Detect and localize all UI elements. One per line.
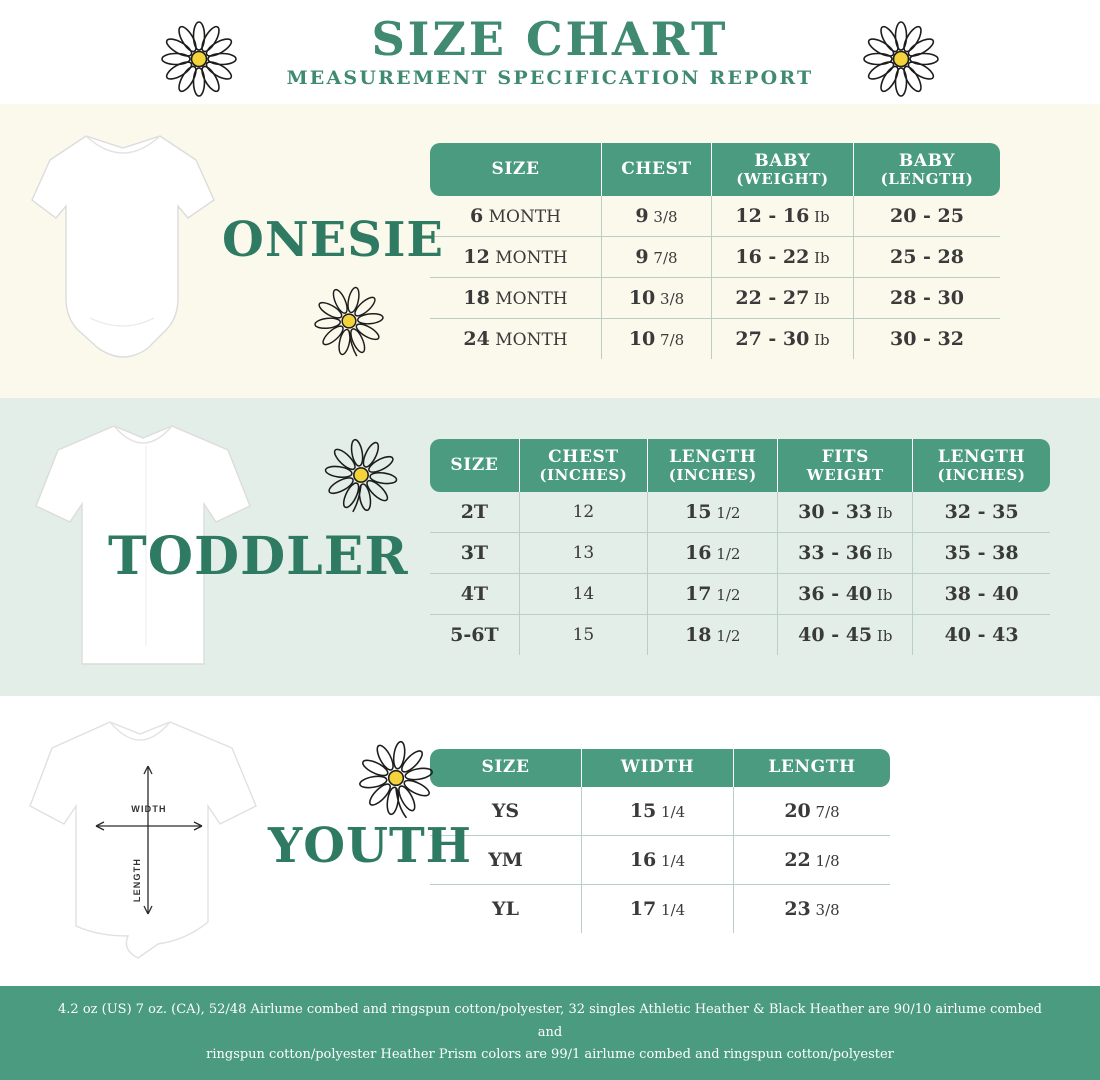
footer-fabric-info xyxy=(0,986,1100,1080)
col-header-chest: CHEST (INCHES) xyxy=(520,439,648,493)
table-row xyxy=(430,492,1050,533)
daisy-icon xyxy=(352,734,440,827)
cell-fits-weight: 36 - 40 Ib xyxy=(778,574,913,615)
cell-chest: 15 xyxy=(520,615,648,655)
cell-width: 17 1/4 xyxy=(582,885,734,933)
length-measure-label: LENGTH xyxy=(132,857,142,903)
col-header-chest: CHEST xyxy=(602,143,712,197)
cell-size: 6 MONTH xyxy=(430,196,602,237)
footer-line-2: ringspun cotton/polyester Heather Prism colors are 99/1 airlume combed and ringspun cotton/polyester xyxy=(206,1047,894,1063)
toddler-size-table xyxy=(430,439,1050,656)
cell-baby-length: 30 - 32 xyxy=(890,328,964,351)
col-header-size: SIZE xyxy=(430,749,582,786)
daisy-icon xyxy=(308,280,390,367)
cell-size: 3T xyxy=(430,533,520,574)
cell-baby-length: 28 - 30 xyxy=(854,278,1000,319)
cell-fits-weight: 40 - 45 Ib xyxy=(778,615,913,655)
cell-fits-weight: 30 - 33 Ib xyxy=(778,492,913,533)
toddler-garment-area xyxy=(0,398,430,696)
cell-chest: 9 7/8 xyxy=(602,237,712,278)
onesie-garment-area xyxy=(0,104,444,398)
cell-length: 23 3/8 xyxy=(784,897,840,920)
cell-baby-weight: 12 - 16 Ib xyxy=(712,196,854,237)
cell-baby-length: 25 - 28 xyxy=(854,237,1000,278)
cell-width: 15 1/4 xyxy=(582,787,734,836)
cell-size: YS xyxy=(430,787,582,836)
col-header-size: SIZE xyxy=(430,143,602,197)
cell-baby-weight: 16 - 22 Ib xyxy=(712,237,854,278)
page-title: SIZE CHART xyxy=(371,11,729,66)
youth-label: YOUTH xyxy=(268,818,473,874)
cell-length: 18 1/2 xyxy=(648,615,778,655)
cell-length: 16 1/2 xyxy=(648,533,778,574)
youth-table-area xyxy=(430,696,1100,986)
footer-line-1: 4.2 oz (US) 7 oz. (CA), 52/48 Airlume combed and ringspun cotton/polyester, 32 singles Athletic Heather & Black Heather are 90/10 airlume combed and xyxy=(58,1001,1042,1040)
cell-size: 18 MONTH xyxy=(430,278,602,319)
cell-length-inches: 38 - 40 xyxy=(913,574,1050,615)
cell-chest: 10 7/8 xyxy=(602,319,712,359)
cell-chest: 12 xyxy=(520,492,648,533)
table-row xyxy=(430,885,890,933)
youth-size-table xyxy=(430,749,890,932)
toddler-label: TODDLER xyxy=(108,526,409,587)
table-row xyxy=(430,533,1050,574)
daisy-icon xyxy=(318,432,404,523)
cell-chest: 14 xyxy=(520,574,648,615)
table-header-row xyxy=(430,143,1000,197)
page-header xyxy=(0,0,1100,104)
youth-garment-area xyxy=(0,696,473,986)
col-header-baby-weight: BABY (WEIGHT) xyxy=(712,143,854,197)
cell-length-inches: 40 - 43 xyxy=(944,624,1019,647)
width-measure-label: WIDTH xyxy=(131,804,167,814)
col-header-width: WIDTH xyxy=(582,749,734,786)
table-row xyxy=(430,836,890,885)
section-youth xyxy=(0,696,1100,986)
cell-size: 24 MONTH xyxy=(430,319,602,359)
cell-size: YM xyxy=(430,836,582,885)
cell-size: 2T xyxy=(430,492,520,533)
table-row xyxy=(430,237,1000,278)
cell-length: 15 1/2 xyxy=(648,492,778,533)
cell-length-inches: 35 - 38 xyxy=(913,533,1050,574)
section-onesie xyxy=(0,104,1100,398)
daisy-icon xyxy=(859,17,943,106)
cell-fits-weight: 33 - 36 Ib xyxy=(778,533,913,574)
table-row xyxy=(430,196,1000,237)
col-header-length: LENGTH xyxy=(734,749,890,786)
toddler-table-area xyxy=(430,398,1100,696)
youth-tshirt-image xyxy=(18,710,268,972)
cell-baby-weight: 22 - 27 Ib xyxy=(712,278,854,319)
cell-size: 4T xyxy=(430,574,520,615)
table-header-row xyxy=(430,439,1050,493)
table-row xyxy=(430,574,1050,615)
onesie-label: ONESIE xyxy=(222,212,444,268)
cell-width: 16 1/4 xyxy=(582,836,734,885)
cell-chest: 10 3/8 xyxy=(602,278,712,319)
cell-length: 20 7/8 xyxy=(734,787,890,836)
cell-size: YL xyxy=(430,885,582,933)
cell-size: 12 MONTH xyxy=(430,237,602,278)
section-toddler xyxy=(0,398,1100,696)
page-subtitle: MEASUREMENT SPECIFICATION REPORT xyxy=(286,67,814,90)
cell-length: 22 1/8 xyxy=(734,836,890,885)
daisy-icon xyxy=(157,17,241,106)
cell-baby-length: 20 - 25 xyxy=(854,196,1000,237)
table-header-row xyxy=(430,749,890,786)
cell-chest: 9 3/8 xyxy=(602,196,712,237)
col-header-fits-weight: FITS WEIGHT xyxy=(778,439,913,493)
onesie-table-area xyxy=(430,104,1100,398)
cell-baby-weight: 27 - 30 Ib xyxy=(712,319,854,359)
col-header-length-inches: LENGTH (INCHES) xyxy=(913,439,1050,493)
table-row xyxy=(430,278,1000,319)
onesie-image xyxy=(28,122,218,380)
onesie-size-table xyxy=(430,143,1000,360)
col-header-length: LENGTH (INCHES) xyxy=(648,439,778,493)
col-header-baby-length: BABY (LENGTH) xyxy=(854,143,1000,197)
cell-length-inches: 32 - 35 xyxy=(913,492,1050,533)
table-row xyxy=(430,319,1000,359)
table-row xyxy=(430,787,890,836)
table-row xyxy=(430,615,1050,655)
cell-length: 17 1/2 xyxy=(648,574,778,615)
col-header-size: SIZE xyxy=(430,439,520,493)
cell-size: 5-6T xyxy=(430,615,520,655)
cell-chest: 13 xyxy=(520,533,648,574)
